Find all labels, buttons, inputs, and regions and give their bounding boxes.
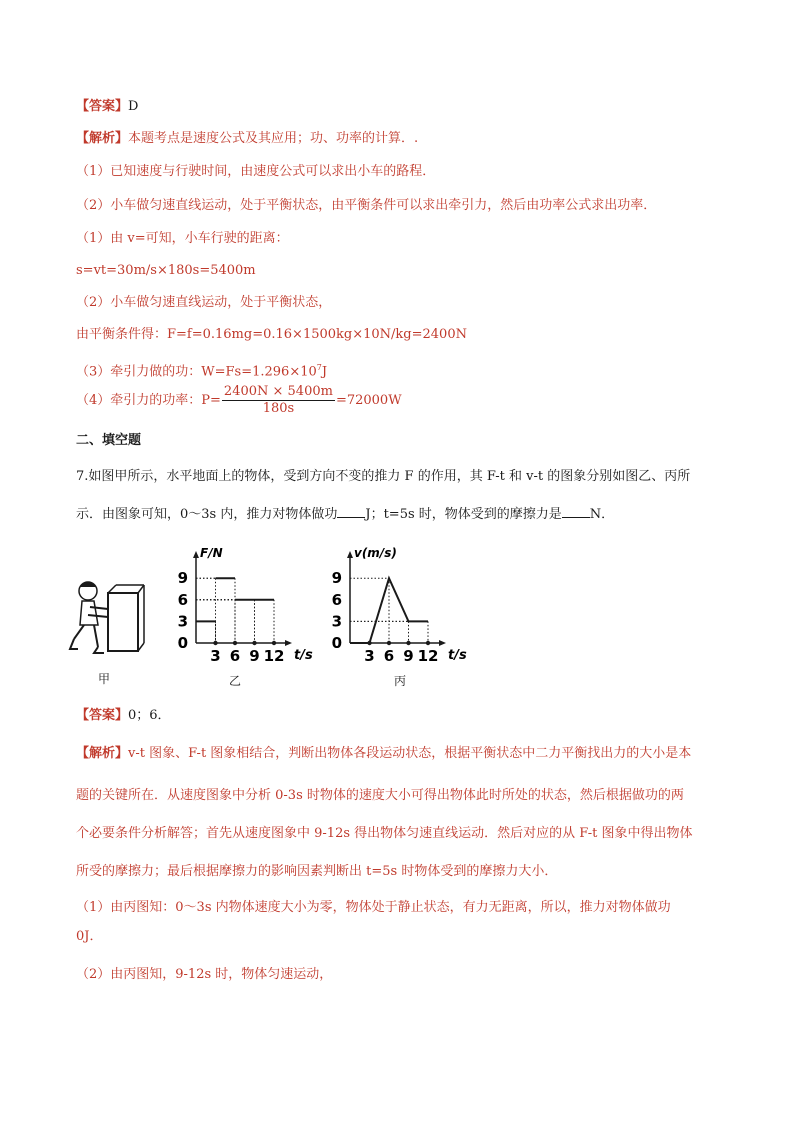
analysis-tag-q7: 【解析】 [76, 746, 129, 761]
y-tick-label: 9 [331, 569, 342, 588]
y-tick-label: 6 [177, 590, 188, 609]
caption-bing: 丙 [394, 674, 407, 688]
analysis-tag: 【解析】 [76, 131, 129, 146]
q6-step4-denominator: 180s [262, 401, 295, 416]
q7-analysis-5: （1）由丙图知：0～3s 内物体速度大小为零，物体处于静止状态，有力无距离，所以，推力对物体做功 [76, 900, 671, 915]
y-tick-label: 9 [177, 569, 188, 588]
x-tick-label: 6 [383, 647, 395, 665]
x-tick-label: 12 [417, 647, 439, 665]
y-tick-label: 0 [177, 634, 188, 652]
q7-analysis-1: v-t 图象、F-t 图象相结合，判断出物体各段运动状态，根据平衡状态中二力平衡找出力的大小是本 [128, 746, 692, 761]
x-axis-label: t/s [448, 648, 467, 663]
q6-step3 [76, 359, 726, 381]
y-axis-arrow [193, 551, 199, 558]
chart-f-t [168, 545, 318, 670]
q7-answer-line [76, 707, 726, 725]
q6-analysis-line [76, 130, 726, 148]
q6-step2a: （2）小车做匀速直线运动，处于平衡状态， [76, 295, 332, 310]
q7-stem-2b: J；t=5s 时，物体受到的摩擦力是 [365, 507, 562, 522]
q6-step1b: s=vt=30m/s×180s=5400m [76, 263, 256, 278]
q7-analysis-7: （2）由丙图知，9-12s 时，物体匀速运动， [76, 967, 333, 982]
box-shape [108, 593, 138, 651]
q7-stem-2c: N． [589, 507, 615, 522]
q6-step3-text: （3）牵引力做的功：W=Fs=1.296×10 [76, 364, 317, 380]
q7-stem-2 [76, 505, 726, 524]
q6-step4-fraction [222, 384, 335, 417]
person-body [80, 601, 98, 625]
q6-answer-line [76, 98, 726, 116]
q6-step3-unit: J [321, 364, 328, 380]
answer-tag: 【答案】 [76, 99, 129, 114]
y-tick-label: 6 [331, 590, 342, 609]
x-tick-label: 9 [249, 647, 260, 665]
q6-answer: D [128, 99, 139, 114]
q7-blank-1 [337, 505, 365, 518]
q6-step4-result: =72000W [335, 393, 402, 408]
y-axis-label: F/N [200, 546, 223, 560]
q6-step1a: （1）由 v=可知，小车行驶的距离： [76, 231, 289, 246]
q6-step2b: 由平衡条件得：F=f=0.16mg=0.16×1500kg×10N/kg=2400N [76, 327, 467, 342]
q6-step3-exp: 7 [316, 363, 322, 372]
x-axis-arrow [285, 640, 292, 646]
y-tick-label: 0 [331, 634, 342, 652]
chart-v-t [322, 545, 482, 670]
caption-jia: 甲 [98, 672, 111, 686]
q6-step4 [76, 384, 726, 417]
q7-analysis-4: 所受的摩擦力；最后根据摩擦力的影响因素判断出 t=5s 时物体受到的摩擦力大小． [76, 864, 558, 879]
x-axis-label: t/s [294, 648, 313, 663]
q6-hint2: （2）小车做匀速直线运动，处于平衡状态，由平衡条件可以求出牵引力，然后由功率公式求出功率． [76, 198, 657, 213]
q6-hint1: （1）已知速度与行驶时间，由速度公式可以求出小车的路程． [76, 164, 436, 179]
y-axis-arrow [347, 551, 353, 558]
q7-analysis-2: 题的关键所在．从速度图象中分析 0-3s 时物体的速度大小可得出物体此时所处的状态，然后根据做功的两 [76, 788, 684, 803]
answer-tag-q7: 【答案】 [76, 708, 129, 723]
figure-jia-person-pushing-box [64, 575, 154, 660]
q7-stem-1: 7.如图甲所示，水平地面上的物体，受到方向不变的推力 F 的作用，其 F-t 和 v-t 的图象分别如图乙、丙所 [76, 469, 691, 484]
q7-analysis-3: 个必要条件分析解答；首先从速度图象中 9-12s 得出物体匀速直线运动．然后对应的从 F-t 图象中得出物体 [76, 826, 693, 841]
q7-analysis-6: 0J． [76, 929, 103, 944]
q6-step4-numerator: 2400N × 5400m [223, 384, 333, 399]
q6-step4-text: （4）牵引力的功率：P= [76, 393, 221, 408]
x-tick-label: 12 [263, 647, 285, 665]
q7-analysis-line-1 [76, 745, 726, 763]
y-tick-label: 3 [177, 612, 188, 631]
caption-yi: 乙 [229, 674, 242, 688]
x-tick-label: 9 [403, 647, 414, 665]
x-axis-arrow [439, 640, 446, 646]
q6-analysis-intro: 本题考点是速度公式及其应用；功、功率的计算．. [128, 131, 419, 146]
x-tick-label: 3 [364, 647, 375, 665]
x-tick-label: 6 [229, 647, 241, 665]
q7-stem-2a: 示．由图象可知，0～3s 内，推力对物体做功 [76, 507, 338, 522]
q7-blank-2 [562, 505, 590, 518]
q7-answer: 0；6． [128, 708, 171, 723]
section-title: 二、填空题 [76, 433, 142, 448]
y-axis-label: v(m/s) [354, 546, 397, 560]
x-tick-label: 3 [210, 647, 221, 665]
y-tick-label: 3 [331, 612, 342, 631]
